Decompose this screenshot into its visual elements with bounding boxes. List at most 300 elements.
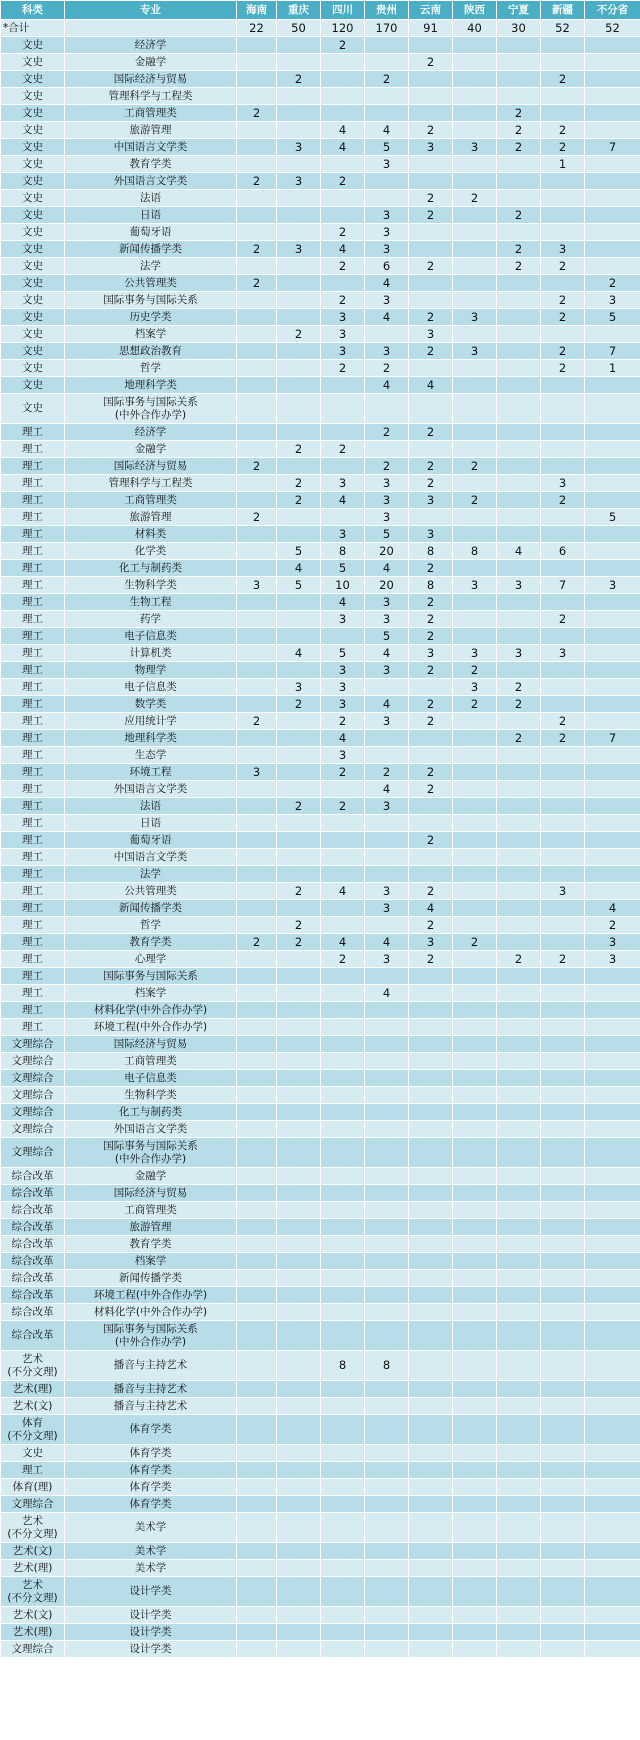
quota-cell: [277, 1053, 321, 1070]
major-cell: 法语: [65, 798, 237, 815]
quota-cell: [585, 1019, 640, 1036]
quota-cell: [409, 1036, 453, 1053]
quota-cell: [237, 71, 277, 88]
quota-cell: 2: [409, 628, 453, 645]
table-row: [1, 458, 640, 475]
quota-cell: 2: [409, 917, 453, 934]
quota-cell: 2: [541, 492, 585, 509]
quota-cell: [237, 594, 277, 611]
header-sichuan: 四川: [321, 1, 365, 20]
quota-cell: [237, 1560, 277, 1577]
quota-cell: 3: [541, 241, 585, 258]
quota-cell: [237, 1304, 277, 1321]
quota-cell: [585, 883, 640, 900]
table-row: [1, 611, 640, 628]
quota-cell: [541, 594, 585, 611]
quota-cell: 2: [541, 139, 585, 156]
quota-cell: 2: [277, 696, 321, 713]
quota-cell: 4: [497, 543, 541, 560]
quota-cell: 3: [237, 764, 277, 781]
major-cell: 体育学类: [65, 1479, 237, 1496]
quota-cell: [365, 1002, 409, 1019]
quota-cell: [541, 815, 585, 832]
major-cell: 国际事务与国际关系 (中外合作办学): [65, 1138, 237, 1168]
quota-cell: [541, 1398, 585, 1415]
quota-cell: [541, 679, 585, 696]
table-row: [1, 1607, 640, 1624]
table-row: [1, 662, 640, 679]
category-cell: 文史: [1, 292, 65, 309]
quota-cell: [277, 1219, 321, 1236]
quota-cell: 2: [409, 764, 453, 781]
category-cell: 理工: [1, 1019, 65, 1036]
quota-cell: [541, 1641, 585, 1658]
quota-cell: [541, 1104, 585, 1121]
quota-cell: [365, 394, 409, 424]
quota-cell: 3: [277, 139, 321, 156]
quota-cell: [237, 156, 277, 173]
table-row: [1, 156, 640, 173]
quota-cell: 3: [409, 645, 453, 662]
quota-cell: [409, 1543, 453, 1560]
quota-cell: [541, 1513, 585, 1543]
table-row: [1, 1479, 640, 1496]
quota-cell: [237, 1070, 277, 1087]
quota-cell: [585, 424, 640, 441]
table-row: [1, 224, 640, 241]
quota-cell: [237, 441, 277, 458]
table-row: [1, 543, 640, 560]
quota-cell: [365, 1641, 409, 1658]
quota-cell: [321, 1070, 365, 1087]
quota-cell: 52: [541, 20, 585, 37]
quota-cell: [585, 1398, 640, 1415]
major-cell: 哲学: [65, 917, 237, 934]
quota-cell: [321, 1019, 365, 1036]
quota-cell: [585, 207, 640, 224]
table-row: [1, 105, 640, 122]
category-cell: 艺术 (不分文理): [1, 1577, 65, 1607]
quota-cell: [321, 509, 365, 526]
quota-cell: [409, 241, 453, 258]
major-cell: 法语: [65, 190, 237, 207]
quota-cell: [453, 71, 497, 88]
quota-cell: [497, 1321, 541, 1351]
quota-cell: [277, 224, 321, 241]
quota-cell: [237, 662, 277, 679]
quota-cell: [365, 747, 409, 764]
header-yunnan: 云南: [409, 1, 453, 20]
quota-cell: [321, 1641, 365, 1658]
table-row: [1, 577, 640, 594]
major-cell: 物理学: [65, 662, 237, 679]
category-cell: 文理综合: [1, 1104, 65, 1121]
table-row: [1, 866, 640, 883]
quota-cell: 4: [365, 696, 409, 713]
quota-cell: [453, 526, 497, 543]
quota-cell: [541, 1321, 585, 1351]
major-cell: 国际经济与贸易: [65, 71, 237, 88]
quota-cell: [585, 747, 640, 764]
quota-cell: [541, 866, 585, 883]
quota-cell: 120: [321, 20, 365, 37]
quota-cell: 4: [365, 377, 409, 394]
category-cell: 文史: [1, 105, 65, 122]
quota-cell: [541, 662, 585, 679]
quota-cell: [453, 1087, 497, 1104]
quota-cell: 2: [237, 275, 277, 292]
quota-cell: [237, 645, 277, 662]
major-cell: 经济学: [65, 37, 237, 54]
quota-cell: 3: [585, 934, 640, 951]
quota-cell: [237, 526, 277, 543]
quota-cell: [365, 1543, 409, 1560]
quota-cell: [497, 1543, 541, 1560]
quota-cell: [453, 424, 497, 441]
quota-cell: [541, 781, 585, 798]
header-hainan: 海南: [237, 1, 277, 20]
major-cell: 环境工程(中外合作办学): [65, 1287, 237, 1304]
quota-cell: [453, 1138, 497, 1168]
quota-cell: [497, 1513, 541, 1543]
quota-cell: [321, 1053, 365, 1070]
quota-cell: [497, 849, 541, 866]
table-row: [1, 492, 640, 509]
quota-cell: [453, 968, 497, 985]
quota-cell: [453, 628, 497, 645]
quota-cell: [321, 832, 365, 849]
quota-cell: [453, 1236, 497, 1253]
category-cell: 文理综合: [1, 1070, 65, 1087]
quota-cell: [541, 1270, 585, 1287]
quota-cell: [497, 1236, 541, 1253]
table-row: [1, 764, 640, 781]
category-cell: 综合改革: [1, 1219, 65, 1236]
quota-cell: [321, 1321, 365, 1351]
quota-cell: [453, 258, 497, 275]
category-cell: 理工: [1, 441, 65, 458]
quota-cell: [585, 543, 640, 560]
quota-cell: 2: [453, 696, 497, 713]
quota-cell: 2: [497, 207, 541, 224]
quota-cell: [277, 88, 321, 105]
quota-cell: [277, 54, 321, 71]
table-row: [1, 1445, 640, 1462]
major-cell: 国际事务与国际关系 (中外合作办学): [65, 1321, 237, 1351]
quota-cell: [409, 1287, 453, 1304]
quota-cell: [585, 866, 640, 883]
quota-cell: [453, 1398, 497, 1415]
major-cell: 美术学: [65, 1513, 237, 1543]
table-row: [1, 713, 640, 730]
quota-cell: 2: [585, 275, 640, 292]
quota-cell: [277, 764, 321, 781]
quota-cell: [365, 37, 409, 54]
quota-cell: [497, 815, 541, 832]
quota-cell: [453, 377, 497, 394]
quota-cell: 40: [453, 20, 497, 37]
major-cell: 经济学: [65, 424, 237, 441]
quota-cell: 3: [585, 292, 640, 309]
quota-cell: [541, 1185, 585, 1202]
major-cell: 设计学类: [65, 1641, 237, 1658]
quota-cell: [585, 815, 640, 832]
table-row: [1, 985, 640, 1002]
quota-cell: [365, 1236, 409, 1253]
quota-cell: [541, 968, 585, 985]
quota-cell: [321, 1202, 365, 1219]
quota-cell: [277, 1560, 321, 1577]
quota-cell: [237, 1462, 277, 1479]
quota-cell: [541, 1236, 585, 1253]
quota-cell: 4: [365, 781, 409, 798]
quota-cell: 2: [321, 224, 365, 241]
quota-cell: [321, 1607, 365, 1624]
header-shaanxi: 陕西: [453, 1, 497, 20]
quota-cell: 3: [585, 951, 640, 968]
quota-cell: 3: [409, 139, 453, 156]
quota-cell: [585, 258, 640, 275]
major-cell: 旅游管理: [65, 122, 237, 139]
quota-cell: [321, 866, 365, 883]
quota-cell: [277, 1462, 321, 1479]
quota-cell: [365, 1321, 409, 1351]
quota-cell: [365, 1104, 409, 1121]
quota-cell: [585, 1253, 640, 1270]
table-row: [1, 628, 640, 645]
quota-cell: [409, 156, 453, 173]
quota-cell: [497, 1462, 541, 1479]
quota-cell: [277, 1607, 321, 1624]
quota-cell: [497, 509, 541, 526]
quota-cell: [585, 985, 640, 1002]
quota-cell: [497, 37, 541, 54]
quota-cell: [321, 1185, 365, 1202]
quota-cell: 2: [453, 662, 497, 679]
quota-cell: 5: [365, 139, 409, 156]
quota-cell: [365, 173, 409, 190]
quota-cell: [237, 1445, 277, 1462]
quota-cell: [365, 1138, 409, 1168]
quota-cell: [277, 105, 321, 122]
header-chongqing: 重庆: [277, 1, 321, 20]
quota-cell: [453, 1053, 497, 1070]
quota-cell: [497, 1496, 541, 1513]
quota-cell: 2: [321, 713, 365, 730]
quota-cell: 3: [409, 526, 453, 543]
category-cell: 综合改革: [1, 1185, 65, 1202]
quota-cell: [453, 207, 497, 224]
table-row: [1, 1253, 640, 1270]
quota-cell: [585, 156, 640, 173]
quota-cell: 2: [409, 713, 453, 730]
quota-cell: [585, 1121, 640, 1138]
category-cell: 理工: [1, 526, 65, 543]
quota-cell: 2: [409, 343, 453, 360]
category-cell: 文史: [1, 54, 65, 71]
category-cell: 文理综合: [1, 1138, 65, 1168]
category-cell: 文史: [1, 326, 65, 343]
quota-cell: [541, 441, 585, 458]
quota-cell: 4: [321, 730, 365, 747]
quota-cell: [277, 394, 321, 424]
quota-cell: [409, 1236, 453, 1253]
quota-cell: [453, 326, 497, 343]
quota-cell: 8: [365, 1351, 409, 1381]
quota-cell: [497, 1479, 541, 1496]
quota-cell: [497, 343, 541, 360]
quota-cell: 3: [365, 241, 409, 258]
quota-cell: [541, 1036, 585, 1053]
major-cell: 体育学类: [65, 1445, 237, 1462]
quota-cell: [237, 730, 277, 747]
major-cell: 金融学: [65, 441, 237, 458]
quota-cell: 2: [321, 173, 365, 190]
quota-cell: [237, 1513, 277, 1543]
quota-cell: [453, 1321, 497, 1351]
quota-cell: [277, 458, 321, 475]
quota-cell: [497, 832, 541, 849]
quota-cell: [237, 611, 277, 628]
quota-cell: [277, 1087, 321, 1104]
quota-cell: 4: [277, 645, 321, 662]
category-cell: 综合改革: [1, 1168, 65, 1185]
quota-cell: 2: [237, 713, 277, 730]
category-cell: 综合改革: [1, 1236, 65, 1253]
table-row: [1, 917, 640, 934]
quota-cell: [277, 377, 321, 394]
quota-cell: 6: [365, 258, 409, 275]
table-row: [1, 1624, 640, 1641]
table-row: [1, 1496, 640, 1513]
quota-cell: [541, 1087, 585, 1104]
table-row: [1, 1070, 640, 1087]
quota-cell: 4: [321, 934, 365, 951]
quota-cell: 3: [365, 207, 409, 224]
quota-cell: [277, 1445, 321, 1462]
quota-cell: [237, 1185, 277, 1202]
table-row: [1, 360, 640, 377]
quota-cell: [541, 1053, 585, 1070]
quota-cell: [585, 1543, 640, 1560]
quota-cell: [497, 173, 541, 190]
quota-cell: [541, 1019, 585, 1036]
quota-cell: [237, 1236, 277, 1253]
quota-cell: [497, 492, 541, 509]
quota-cell: [585, 54, 640, 71]
quota-cell: [497, 1304, 541, 1321]
major-cell: 药学: [65, 611, 237, 628]
quota-cell: [277, 1479, 321, 1496]
major-cell: 设计学类: [65, 1577, 237, 1607]
quota-cell: [365, 54, 409, 71]
quota-cell: 3: [453, 139, 497, 156]
quota-cell: [541, 526, 585, 543]
quota-cell: [365, 1415, 409, 1445]
category-cell: 文史: [1, 207, 65, 224]
quota-cell: [237, 1138, 277, 1168]
quota-cell: [585, 1219, 640, 1236]
quota-cell: [585, 1624, 640, 1641]
quota-cell: [277, 1121, 321, 1138]
quota-cell: [409, 1168, 453, 1185]
quota-cell: 2: [541, 343, 585, 360]
quota-cell: 5: [277, 577, 321, 594]
category-cell: 艺术 (不分文理): [1, 1513, 65, 1543]
quota-cell: [585, 764, 640, 781]
quota-cell: [277, 985, 321, 1002]
quota-cell: [321, 985, 365, 1002]
quota-cell: [453, 1019, 497, 1036]
header-unassigned: 不分省: [585, 1, 640, 20]
table-row: [1, 1087, 640, 1104]
quota-cell: [585, 560, 640, 577]
quota-cell: [409, 173, 453, 190]
quota-cell: 2: [409, 122, 453, 139]
quota-cell: [409, 1479, 453, 1496]
table-row: [1, 951, 640, 968]
quota-cell: 3: [365, 156, 409, 173]
quota-cell: [237, 815, 277, 832]
quota-cell: 2: [277, 798, 321, 815]
quota-cell: [497, 1381, 541, 1398]
quota-cell: 4: [409, 377, 453, 394]
quota-cell: 3: [541, 645, 585, 662]
quota-cell: [541, 1560, 585, 1577]
quota-cell: [497, 1607, 541, 1624]
quota-cell: [237, 1087, 277, 1104]
table-row: [1, 509, 640, 526]
quota-cell: [321, 1513, 365, 1543]
quota-cell: [409, 1121, 453, 1138]
quota-cell: 3: [453, 645, 497, 662]
major-cell: 生物科学类: [65, 1087, 237, 1104]
category-cell: 理工: [1, 832, 65, 849]
category-cell: 理工: [1, 679, 65, 696]
quota-cell: [277, 292, 321, 309]
major-cell: 公共管理类: [65, 275, 237, 292]
quota-cell: [541, 224, 585, 241]
quota-cell: [453, 917, 497, 934]
quota-cell: [277, 309, 321, 326]
quota-cell: [585, 1138, 640, 1168]
quota-cell: [409, 1070, 453, 1087]
quota-cell: [277, 1513, 321, 1543]
major-cell: 法学: [65, 866, 237, 883]
quota-cell: 5: [585, 509, 640, 526]
quota-cell: [541, 190, 585, 207]
quota-cell: [277, 866, 321, 883]
quota-cell: 4: [365, 122, 409, 139]
quota-cell: [497, 88, 541, 105]
category-cell: 艺术(理): [1, 1560, 65, 1577]
category-cell: 理工: [1, 730, 65, 747]
quota-cell: 2: [453, 934, 497, 951]
quota-cell: 3: [409, 934, 453, 951]
category-cell: 体育 (不分文理): [1, 1415, 65, 1445]
major-cell: 化工与制药类: [65, 560, 237, 577]
quota-cell: [277, 815, 321, 832]
table-row: [1, 1053, 640, 1070]
quota-cell: 2: [277, 917, 321, 934]
quota-cell: [453, 224, 497, 241]
quota-cell: [497, 1053, 541, 1070]
quota-cell: 2: [541, 71, 585, 88]
table-row: [1, 309, 640, 326]
quota-cell: [365, 1398, 409, 1415]
table-row: [1, 1321, 640, 1351]
quota-cell: [453, 241, 497, 258]
